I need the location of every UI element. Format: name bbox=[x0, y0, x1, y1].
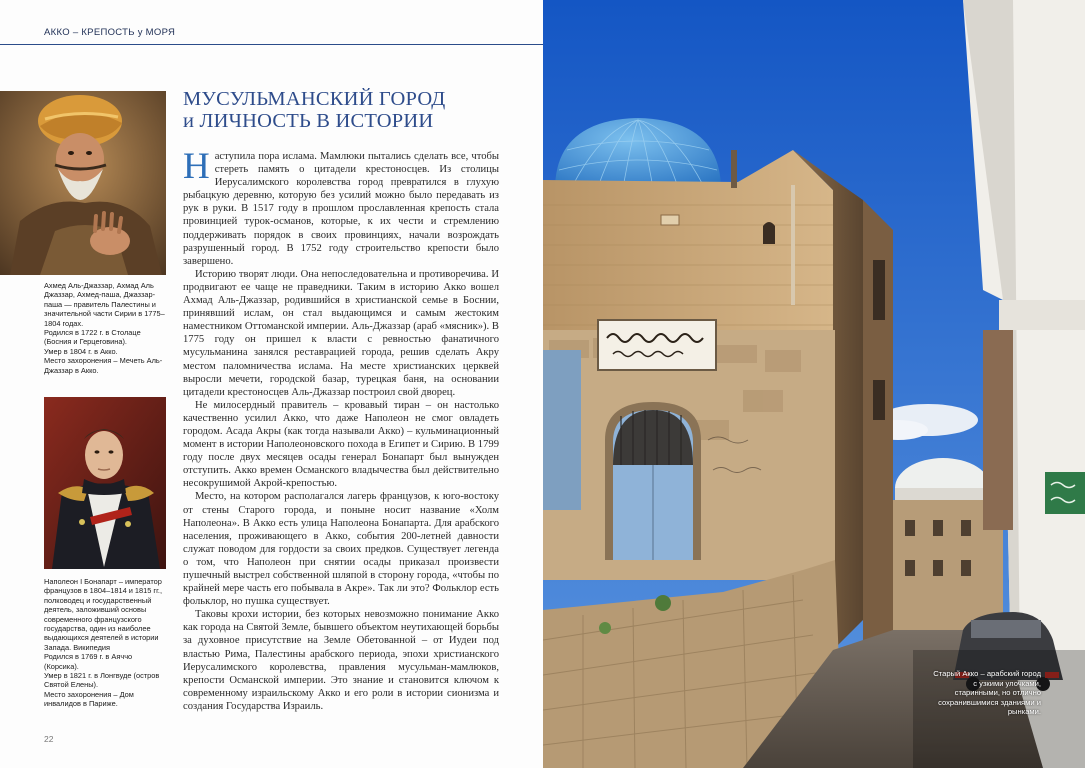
section-title: АККО – КРЕПОСТЬ у МОРЯ bbox=[44, 27, 176, 38]
paragraph-text: аступила пора ислама. Мамлюки пытались сделать все, чтобы стереть память о цитадели крестоносцев. Из столицы Иерусалимского королевства город превратился в глухую рыбацкую деревню, которую без усилий можно было передавать из рук в руки. В 1517 году в прошлом прославленная крепость стала провинцией турок-османов, которые, к их чести и стремлению поддерживать порядок в своих провинциях, начали возрождать разрушенный город. В 1752 году строительство крепости было завершено. bbox=[183, 151, 499, 267]
portrait-al-jazzar bbox=[0, 91, 166, 275]
portrait-caption-al-jazzar: Ахмед Аль-Джаззар, Ахмад Аль Джаззар, Ахмед-паша, Джаззар-паша — правитель Палестины и значительной части Сирии в 1775–1804 годах. Родился в 1722 г. в Столаце (Босния и Герцеговина). Умер в 1804 г. в Акко. Место захоронения – Мечеть Аль-Джаззар в Акко. bbox=[44, 281, 165, 375]
article-paragraph: Не милосердный правитель – кровавый тиран – он настолько качественно усилил Акко, что даже Наполеон не смог овладеть городом. Асада Акры (как тогда называли Акко) – кульминационный момент в истории Наполеоновского похода в Египет и Сирию. В 1799 году после двух месяцев осады генерал Бонапарт был вынужден отступить. Акко времен Османского владычества был действительно несокрушимой Акрой-крепостью. bbox=[183, 399, 499, 490]
arabic-sign bbox=[598, 320, 716, 370]
article-title-line-1: МУСУЛЬМАНСКИЙ ГОРОД bbox=[183, 88, 446, 110]
portrait-napoleon bbox=[44, 397, 166, 569]
article-paragraph bbox=[183, 150, 499, 268]
article-title bbox=[183, 88, 503, 132]
portrait-caption-napoleon: Наполеон I Бонапарт – император французов в 1804–1814 и 1815 гг., полководец и государственный деятель, заложивший основы современного французского государства, один из наиболее выдающихся деятелей в истории Запада. Википедия Родился в 1769 г. в Аяччо (Корсика). Умер в 1821 г. в Лонгвуде (остров Святой Елены). Место захоронения – Дом инвалидов в Париже. bbox=[44, 577, 163, 709]
green-street-sign bbox=[1045, 472, 1085, 514]
article-paragraph: Историю творят люди. Она непоследовательна и противоречива. И продвигают ее чаще не праведники. Таким в историю Акко вошел Ахмад Аль-Джаззар, родившийся в христианской семье в Боснии, принявший ислам, он стал выдающимся и самым жестоким наместником Оттоманской империи. Аль-Джаззар (араб «мясник»). В 1775 году он пришел к власти с ревностью фанатичного мусульманина занялся реставрацией города, решив сделать Акру местом паломничества ислама. На месте христианских церквей выросли мечети, городской базар, турецкая баня, на основании цитадели крестоносцев Аль-Джаззар построил свой дворец. bbox=[183, 268, 499, 398]
right-page-photo bbox=[543, 0, 1085, 768]
article-title-line-2: и ЛИЧНОСТЬ В ИСТОРИИ bbox=[183, 110, 434, 132]
article-paragraph: Таковы крохи истории, без которых невозможно понимание Акко как города на Святой Земле, бывшего объектом неутихающей борьбы за духовное присутствие на Земле Обетованной – от Иудеи под властью Рима, Палестины арабского периода, эпохи христианского Иерусалимского королевства, правления мусульман-мамлюков, крепости Османской империи. Это знание и становится ключом к современному израильскому Акко и его роли в истории сионизма и создания Государства Израиль. bbox=[183, 609, 499, 712]
photo-caption: Старый Акко – арабский город с узкими улочками, старинными, но отлично сохранившимися зданиями и рынками. bbox=[933, 669, 1041, 717]
running-header bbox=[0, 26, 543, 45]
old-acre-street-photo bbox=[543, 0, 1085, 768]
article-paragraph: Место, на котором располагался лагерь французов, к юго-востоку от стены Старого города, и поныне носит название «Холм Наполеона». В Акко есть улица Наполеона Бонапарта. Для арабского населения, проживающего в Акко, события 200-летней давности служат поводом для гордости за своих предков. Существует легенда о том, что Наполеон при снятии осады приказал произвести пушечный выстрел собственной шляпой в сторону города, «чтобы по крайней мере часть его побывала в Акре». Так ли это? Фольклор есть фольклор, но пушка существует. bbox=[183, 491, 499, 608]
drop-cap: Н bbox=[183, 150, 210, 187]
article-body bbox=[183, 150, 499, 720]
page-number: 22 bbox=[44, 734, 54, 744]
